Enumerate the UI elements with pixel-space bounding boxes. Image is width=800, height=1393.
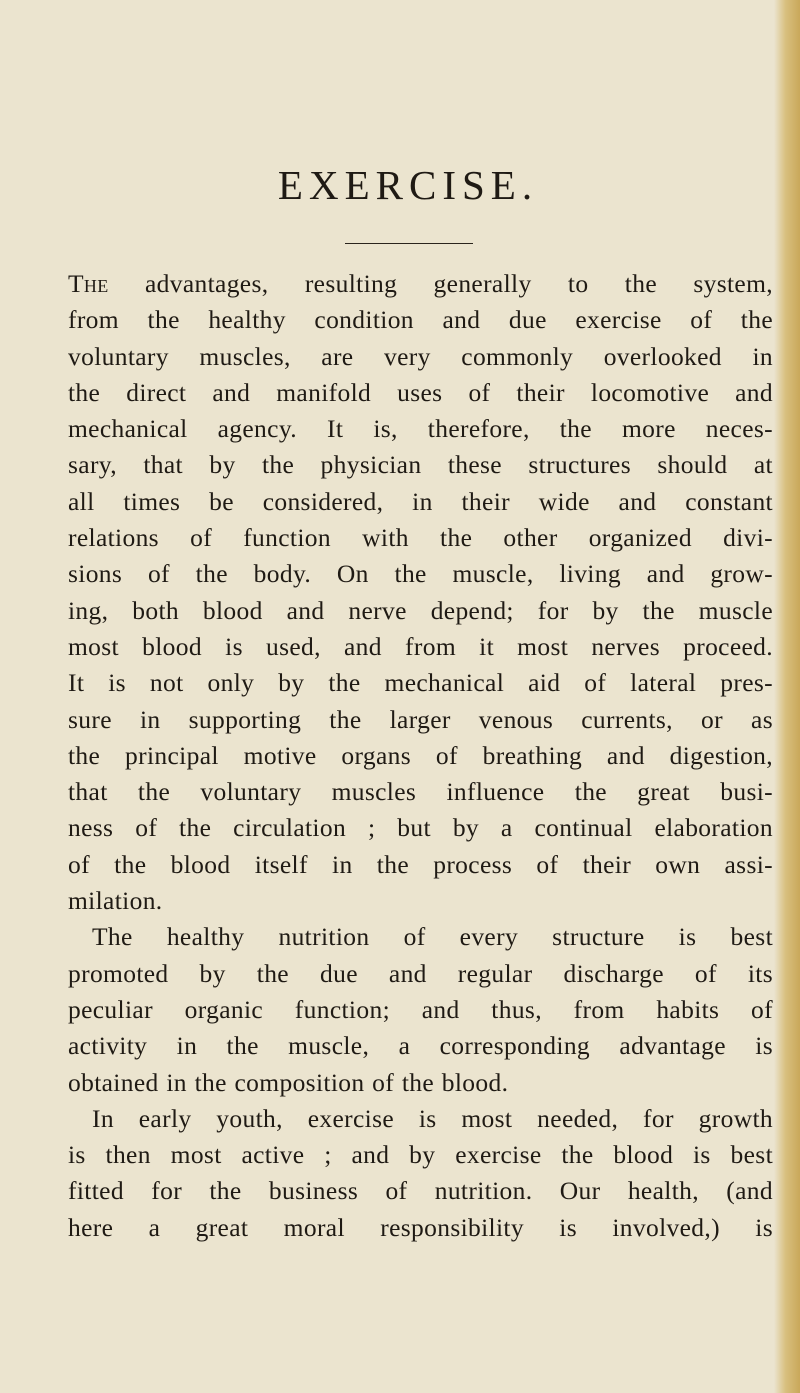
text-line: peculiar organic function; and thus, from habits of bbox=[68, 994, 773, 1024]
text-line: In early youth, exercise is most needed, for growth bbox=[92, 1103, 773, 1133]
text-line: sions of the body. On the muscle, living and grow- bbox=[68, 559, 773, 589]
title-rule bbox=[345, 243, 473, 244]
text-line: all times be considered, in their wide and constant bbox=[68, 486, 773, 516]
text-line: obtained in the composition of the blood. bbox=[68, 1067, 509, 1097]
text-line: relations of function with the other organized divi- bbox=[68, 523, 773, 553]
text-line: The healthy nutrition of every structure is best bbox=[92, 922, 773, 952]
text-line: milation. bbox=[68, 886, 163, 916]
text-line: ness of the circulation ; but by a continual elaboration bbox=[68, 813, 773, 843]
text-line: fitted for the business of nutrition. Our health, (and bbox=[68, 1176, 773, 1206]
text-line: The advantages, resulting generally to the system, bbox=[68, 269, 773, 298]
text-line: is then most active ; and by exercise the blood is best bbox=[68, 1140, 773, 1170]
text-line: mechanical agency. It is, therefore, the more neces- bbox=[68, 414, 773, 444]
text-line: It is not only by the mechanical aid of lateral pres- bbox=[68, 668, 773, 698]
text-line: sure in supporting the larger venous currents, or as bbox=[68, 704, 773, 734]
text-line: promoted by the due and regular discharge of its bbox=[68, 958, 773, 988]
text-line: the direct and manifold uses of their locomotive and bbox=[68, 377, 773, 407]
body-text bbox=[68, 266, 773, 1246]
text-line: sary, that by the physician these structures should at bbox=[68, 450, 773, 480]
text-line: voluntary muscles, are very commonly overlooked in bbox=[68, 341, 773, 371]
text-line: of the blood itself in the process of their own assi- bbox=[68, 849, 773, 879]
text-line: here a great moral responsibility is involved,) is bbox=[68, 1212, 773, 1242]
text-line: most blood is used, and from it most nerves proceed. bbox=[68, 631, 773, 661]
text-line: from the healthy condition and due exercise of the bbox=[68, 305, 773, 335]
text-line: that the voluntary muscles influence the great busi- bbox=[68, 777, 773, 807]
text-line: the principal motive organs of breathing and digestion, bbox=[68, 740, 773, 770]
text-line: activity in the muscle, a corresponding advantage is bbox=[68, 1031, 773, 1061]
text-line: ing, both blood and nerve depend; for by the muscle bbox=[68, 595, 773, 625]
page-title: EXERCISE. bbox=[277, 162, 539, 208]
lead-word: The bbox=[68, 269, 109, 298]
